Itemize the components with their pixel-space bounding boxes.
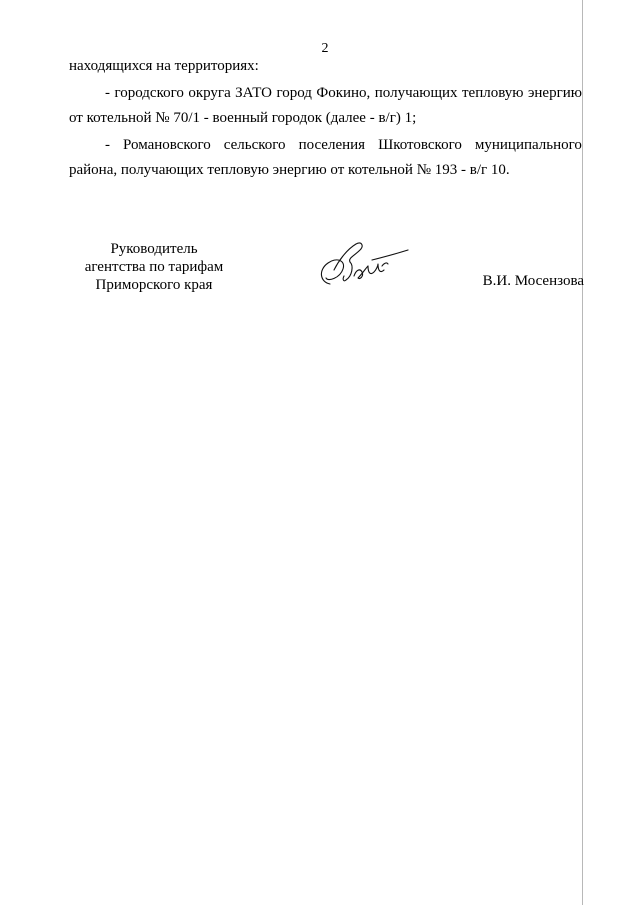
list-item-1-line-1 (105, 84, 582, 102)
word: город (276, 85, 312, 101)
word: - (105, 137, 110, 153)
signer-title-line-1: Руководитель (110, 241, 198, 257)
word: округа (188, 85, 231, 101)
word: городского (114, 85, 184, 101)
word: сельского (223, 137, 286, 153)
word: получающих (374, 85, 458, 101)
list-item-2-line-2: района, получающих тепловую энергию от котельной № 193 - в/г 10. (69, 162, 510, 178)
page-number: 2 (321, 41, 329, 56)
handwritten-signature (316, 236, 412, 292)
word: Шкотовского (378, 137, 462, 153)
paragraph-intro-line: находящихся на территориях: (69, 58, 259, 74)
word: ЗАТО (235, 85, 272, 101)
signer-title-line-2: агентства по тарифам (84, 259, 224, 275)
word: Романовского (123, 137, 211, 153)
page-edge-divider (582, 0, 583, 905)
word: Фокино, (316, 85, 371, 101)
signer-name: В.И. Мосензова (482, 273, 584, 289)
word: тепловую (462, 85, 524, 101)
word: поселения (298, 137, 366, 153)
word: муниципального (474, 137, 582, 153)
list-item-1-line-2: от котельной № 70/1 - военный городок (далее - в/г) 1; (69, 110, 417, 126)
word: - (105, 85, 110, 101)
signer-title-line-3: Приморского края (95, 277, 213, 293)
word: энергию (527, 85, 582, 101)
list-item-2-line-1 (105, 136, 582, 154)
